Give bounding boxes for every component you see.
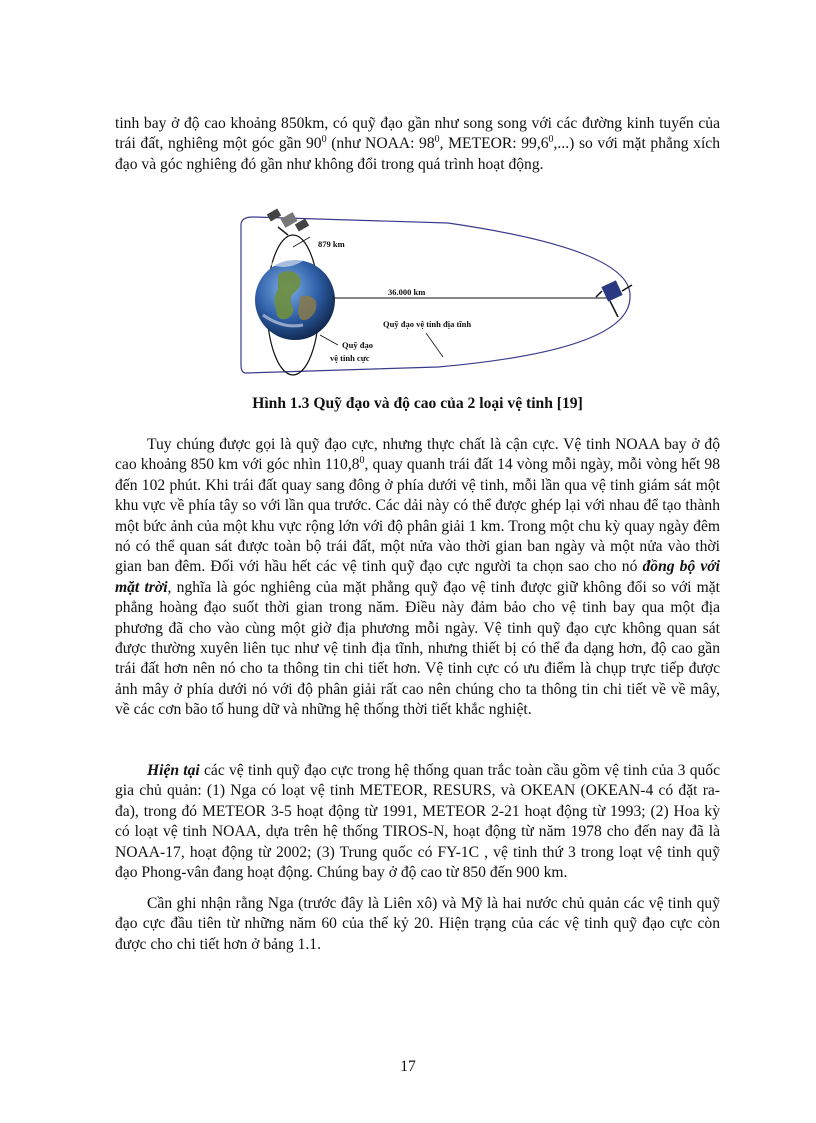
p2-emphasis: Hiện tại bbox=[147, 762, 200, 779]
orbit-diagram bbox=[238, 205, 648, 380]
intro-paragraph bbox=[115, 114, 720, 175]
p1-emphasis: đồng bộ với mặt trời bbox=[115, 558, 720, 596]
polar-satellite-icon bbox=[267, 209, 309, 235]
body-paragraph-2 bbox=[115, 761, 720, 883]
intro-text-3: , METEOR: 99,6 bbox=[439, 135, 549, 153]
earth-globe bbox=[255, 259, 335, 340]
body-paragraph-1 bbox=[115, 435, 720, 721]
degree-sup-1: 0 bbox=[321, 134, 327, 146]
intro-text-4: ,...) so với mặt phẳng xích đạo và góc nghiêng đó gần như không đổi trong quá trình hoạt động. bbox=[115, 135, 721, 173]
label-polar-orbit-line1: Quỹ đạo bbox=[342, 340, 373, 350]
p1-text-2: , quay quanh trái đất 14 vòng mỗi ngày, mỗi vòng hết 98 đến 102 phút. Khi trái đất quay sang đông ở phía dưới vệ tinh, mỗi lần qua vệ tinh giám sát một khu vực về phía tây so với lần qua trước. Các dải này có thể được ghép lại với nhau để tạo thành một bức ảnh của một khu vực rộng lớn với độ phân giải 1 km. Trong một chu kỳ quay ngày đêm nó có thể quan sát được toàn bộ trái đất, một nửa vào thời gian ban ngày và một nửa vào thời gian ban đêm. Đối với hầu hết các vệ tinh quỹ đạo cực người ta chọn sao cho nó bbox=[115, 456, 720, 576]
pointer-geostationary bbox=[426, 333, 443, 357]
intro-text-1: tinh bay ở độ cao khoảng 850km, có quỹ đạo gần như song song với các đường kinh tuyến của trái đất, nghiêng một góc gần 90 bbox=[115, 115, 720, 153]
figure-caption: Hình 1.3 Quỹ đạo và độ cao của 2 loại vệ tinh [19] bbox=[252, 395, 583, 412]
label-polar-orbit-line2: vệ tinh cực bbox=[330, 353, 370, 363]
pointer-polar bbox=[320, 335, 338, 345]
page-number: 17 bbox=[400, 1058, 416, 1075]
orbit-figure bbox=[238, 205, 648, 380]
intro-text-2: (như NOAA: 98 bbox=[326, 135, 435, 153]
p2-text: các vệ tinh quỹ đạo cực trong hệ thống quan trắc toàn cầu gồm vệ tinh của 3 quốc gia chủ quản: (1) Nga có loạt vệ tinh METEOR, RESURS, và OKEAN (OKEAN-4 có đặt ra-đa), trong đó METEOR 3-5 hoạt động từ 1991, METEOR 2-21 hoạt động từ 1993; (2) Hoa kỳ có loạt vệ tinh NOAA, dựa trên hệ thống TIROS-N, hoạt động từ năm 1978 cho đến nay đã là NOAA-17, hoạt động từ 2002; (3) Trung quốc có FY-1C , vệ tinh thứ 3 trong loạt vệ tinh quỹ đạo Phong-vân đang hoạt động. Chúng bay ở độ cao từ 850 đến 900 km. bbox=[115, 762, 721, 882]
label-879-km: 879 km bbox=[318, 239, 345, 249]
body-paragraph-3: Cần ghi nhận rằng Nga (trước đây là Liên xô) và Mỹ là hai nước chủ quản các vệ tinh quỹ đạo cực đầu tiên từ những năm 60 của thế kỷ 20. Hiện trạng của các vệ tinh quỹ đạo cực còn được cho chi tiết hơn ở bảng 1.1. bbox=[115, 895, 720, 953]
p1-degree-sup: 0 bbox=[359, 455, 365, 467]
degree-sup-2: 0 bbox=[434, 134, 440, 146]
p1-text-3: , nghĩa là góc nghiêng của mặt phẳng quỹ đạo vệ tinh được giữ không đổi so với mặt phẳng hoàng đạo suốt thời gian trong năm. Điều này đảm bảo cho vệ tinh bay qua một địa phương đã cho vào cùng một giờ địa phương mỗi ngày. Vệ tinh quỹ đạo cực không quan sát được thường xuyên liên tục như vệ tinh địa tĩnh, nhưng thiết bị có thể đa dạng hơn, độ cao gần trái đất hơn nên nó cho ta thông tin chi tiết hơn. Vệ tinh cực có ưu điểm là chụp trực tiếp được ảnh mây ở phía dưới nó với độ phân giải rất cao nên chúng cho ta thông tin chi tiết về về mây, về các cơn bão tố hung dữ và những hệ thống thời tiết khắc nghiệt. bbox=[115, 578, 720, 719]
p1-text-1: Tuy chúng được gọi là quỹ đạo cực, nhưng thực chất là cận cực. Vệ tinh NOAA bay ở độ cao khoảng 850 km với góc nhìn 110,8 bbox=[115, 436, 720, 474]
degree-sup-3: 0 bbox=[548, 134, 554, 146]
label-36000-km: 36.000 km bbox=[388, 287, 426, 297]
label-geostationary-orbit: Quỹ đạo vệ tinh địa tĩnh bbox=[383, 319, 472, 329]
